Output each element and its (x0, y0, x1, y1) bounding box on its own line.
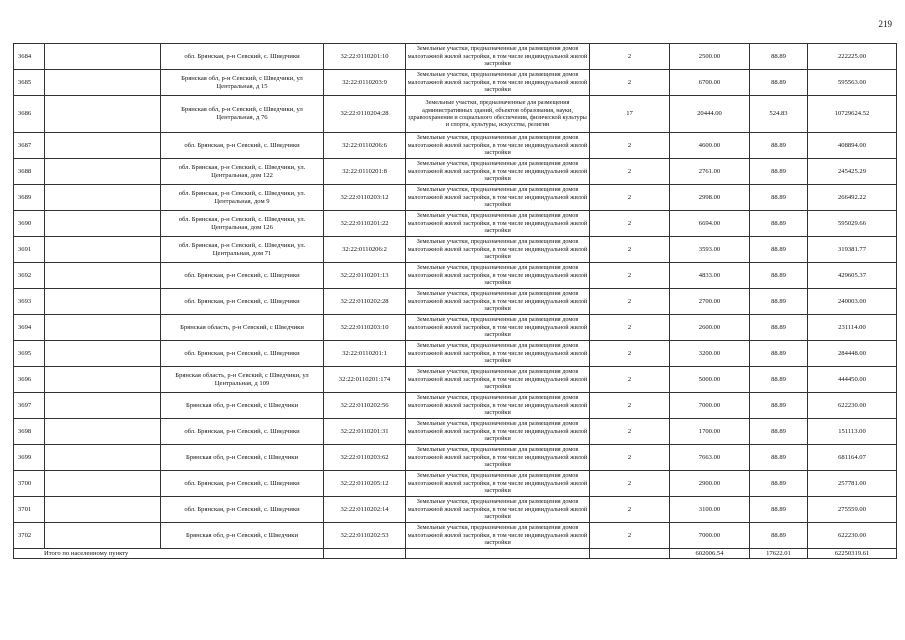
empty-cell (45, 471, 161, 497)
area-cell: 4600.00 (670, 133, 750, 159)
cadastral-number-cell: 32:22:0110202:28 (324, 289, 406, 315)
area-cell: 6694.00 (670, 211, 750, 237)
row-number: 3691 (14, 237, 45, 263)
rate-cell: 88.89 (750, 211, 808, 237)
row-number: 3701 (14, 497, 45, 523)
address-cell: обл. Брянская, р-н Севский, с. Шведчики (161, 289, 324, 315)
address-cell: обл. Брянская, р-н Севский, с. Шведчики, ул. Центральная, дом 126 (161, 211, 324, 237)
address-cell: Брянская область, р-н Севский, с Шведчики, ул Центральная, д 109 (161, 367, 324, 393)
address-cell: обл. Брянская, р-н Севский, с. Шведчики (161, 263, 324, 289)
purpose-cell: Земельные участки, предназначенные для размещения домов малоэтажной жилой застройки, в том числе индивидуальной жилой застройки (406, 315, 590, 341)
rate-cell: 88.89 (750, 393, 808, 419)
rate-cell: 88.89 (750, 237, 808, 263)
area-cell: 7000.00 (670, 393, 750, 419)
area-cell: 2900.00 (670, 471, 750, 497)
purpose-cell: Земельные участки, предназначенные для размещения домов малоэтажной жилой застройки, в том числе индивидуальной жилой застройки (406, 497, 590, 523)
address-cell: обл. Брянская, р-н Севский, с. Шведчики, ул. Центральная, дом 9 (161, 185, 324, 211)
row-number: 3688 (14, 159, 45, 185)
group-count-cell: 2 (590, 44, 670, 70)
group-count-cell: 2 (590, 237, 670, 263)
empty-cell (45, 159, 161, 185)
total-rate: 17622.01 (750, 549, 808, 559)
cadastral-number-cell: 32:22:0110204:28 (324, 96, 406, 133)
purpose-cell: Земельные участки, предназначенные для размещения домов малоэтажной жилой застройки, в том числе индивидуальной жилой застройки (406, 445, 590, 471)
area-cell: 2761.00 (670, 159, 750, 185)
address-cell: обл. Брянская, р-н Севский, с. Шведчики (161, 133, 324, 159)
cadastral-number-cell: 32:22:0110202:53 (324, 523, 406, 549)
rate-cell: 88.89 (750, 289, 808, 315)
row-number: 3694 (14, 315, 45, 341)
land-register-table (13, 43, 897, 559)
group-count-cell: 2 (590, 471, 670, 497)
row-number: 3696 (14, 367, 45, 393)
cadastral-value-cell: 319381.77 (808, 237, 897, 263)
group-count-cell: 17 (590, 96, 670, 133)
purpose-cell: Земельные участки, предназначенные для размещения домов малоэтажной жилой застройки, в том числе индивидуальной жилой застройки (406, 185, 590, 211)
cadastral-number-cell: 32:22:0110201:22 (324, 211, 406, 237)
cadastral-number-cell: 32:22:0110201:13 (324, 263, 406, 289)
empty-cell (406, 549, 590, 559)
purpose-cell: Земельные участки, предназначенные для размещения домов малоэтажной жилой застройки, в том числе индивидуальной жилой застройки (406, 471, 590, 497)
group-count-cell: 2 (590, 445, 670, 471)
purpose-cell: Земельные участки, предназначенные для размещения домов малоэтажной жилой застройки, в том числе индивидуальной жилой застройки (406, 289, 590, 315)
group-count-cell: 2 (590, 419, 670, 445)
row-number: 3686 (14, 96, 45, 133)
group-count-cell: 2 (590, 159, 670, 185)
row-number: 3687 (14, 133, 45, 159)
address-cell: Брянская область, р-н Севский, с Шведчики (161, 315, 324, 341)
rate-cell: 88.89 (750, 471, 808, 497)
group-count-cell: 2 (590, 497, 670, 523)
group-count-cell: 2 (590, 289, 670, 315)
cadastral-number-cell: 32:22:0110201:10 (324, 44, 406, 70)
cadastral-value-cell: 10729624.52 (808, 96, 897, 133)
purpose-cell: Земельные участки, предназначенные для размещения домов малоэтажной жилой застройки, в том числе индивидуальной жилой застройки (406, 70, 590, 96)
empty-cell (45, 315, 161, 341)
address-cell: Брянская обл, р-н Севский, с Шведчики (161, 523, 324, 549)
cadastral-number-cell: 32:22:0110201:31 (324, 419, 406, 445)
row-number: 3692 (14, 263, 45, 289)
cadastral-value-cell: 231114.00 (808, 315, 897, 341)
rate-cell: 88.89 (750, 367, 808, 393)
cadastral-value-cell: 681164.07 (808, 445, 897, 471)
empty-cell (45, 211, 161, 237)
group-count-cell: 2 (590, 263, 670, 289)
cadastral-number-cell: 32:22:0110201:8 (324, 159, 406, 185)
purpose-cell: Земельные участки, предназначенные для размещения административных зданий, объектов образования, науки, здравоохранения и социального обеспечения, физической культуры и спорта, культуры, искусства, религии (406, 96, 590, 133)
address-cell: обл. Брянская, р-н Севский, с. Шведчики (161, 44, 324, 70)
cadastral-number-cell: 32:22:0110206:6 (324, 133, 406, 159)
table-row (14, 289, 897, 315)
cadastral-number-cell: 32:22:0110202:14 (324, 497, 406, 523)
rate-cell: 524.83 (750, 96, 808, 133)
empty-cell (45, 133, 161, 159)
rate-cell: 88.89 (750, 185, 808, 211)
cadastral-value-cell: 622230.00 (808, 393, 897, 419)
total-label: Итого по населенному пункту (14, 549, 324, 559)
area-cell: 7000.00 (670, 523, 750, 549)
total-value: 62250319.61 (808, 549, 897, 559)
area-cell: 6700.00 (670, 70, 750, 96)
row-number: 3699 (14, 445, 45, 471)
rate-cell: 88.89 (750, 70, 808, 96)
area-cell: 3593.00 (670, 237, 750, 263)
cadastral-number-cell: 32:22:0110203:10 (324, 315, 406, 341)
area-cell: 2700.00 (670, 289, 750, 315)
address-cell: обл. Брянская, р-н Севский, с. Шведчики, ул. Центральная, дом 122 (161, 159, 324, 185)
group-count-cell: 2 (590, 523, 670, 549)
table-row (14, 263, 897, 289)
area-cell: 5000.00 (670, 367, 750, 393)
group-count-cell: 2 (590, 70, 670, 96)
address-cell: обл. Брянская, р-н Севский, с. Шведчики, ул. Центральная, дом 71 (161, 237, 324, 263)
empty-cell (45, 185, 161, 211)
row-number: 3684 (14, 44, 45, 70)
rate-cell: 88.89 (750, 419, 808, 445)
purpose-cell: Земельные участки, предназначенные для размещения домов малоэтажной жилой застройки, в том числе индивидуальной жилой застройки (406, 341, 590, 367)
address-cell: обл. Брянская, р-н Севский, с. Шведчики (161, 471, 324, 497)
empty-cell (45, 341, 161, 367)
table-row (14, 471, 897, 497)
row-number: 3689 (14, 185, 45, 211)
rate-cell: 88.89 (750, 159, 808, 185)
table-row (14, 159, 897, 185)
table-row (14, 44, 897, 70)
cadastral-value-cell: 429605.37 (808, 263, 897, 289)
purpose-cell: Земельные участки, предназначенные для размещения домов малоэтажной жилой застройки, в том числе индивидуальной жилой застройки (406, 159, 590, 185)
group-count-cell: 2 (590, 211, 670, 237)
rate-cell: 88.89 (750, 263, 808, 289)
address-cell: Брянская обл, р-н Севский, с Шведчики, ул Центральная, д 15 (161, 70, 324, 96)
empty-cell (45, 237, 161, 263)
cadastral-value-cell: 257781.00 (808, 471, 897, 497)
area-cell: 2998.00 (670, 185, 750, 211)
rate-cell: 88.89 (750, 523, 808, 549)
cadastral-value-cell: 275559.00 (808, 497, 897, 523)
empty-cell (45, 70, 161, 96)
table-row (14, 133, 897, 159)
rate-cell: 88.89 (750, 497, 808, 523)
row-number: 3702 (14, 523, 45, 549)
rate-cell: 88.89 (750, 315, 808, 341)
empty-cell (45, 393, 161, 419)
cadastral-value-cell: 222225.00 (808, 44, 897, 70)
address-cell: Брянская обл, р-н Севский, с Шведчики (161, 445, 324, 471)
cadastral-value-cell: 595563.00 (808, 70, 897, 96)
group-count-cell: 2 (590, 133, 670, 159)
purpose-cell: Земельные участки, предназначенные для размещения домов малоэтажной жилой застройки, в том числе индивидуальной жилой застройки (406, 263, 590, 289)
table-row (14, 523, 897, 549)
table-row (14, 315, 897, 341)
row-number: 3693 (14, 289, 45, 315)
empty-cell (45, 445, 161, 471)
row-number: 3685 (14, 70, 45, 96)
group-count-cell: 2 (590, 393, 670, 419)
group-count-cell: 2 (590, 185, 670, 211)
table-row (14, 367, 897, 393)
row-number: 3697 (14, 393, 45, 419)
cadastral-number-cell: 32:22:0110202:56 (324, 393, 406, 419)
cadastral-value-cell: 595029.66 (808, 211, 897, 237)
empty-cell (45, 96, 161, 133)
address-cell: обл. Брянская, р-н Севский, с. Шведчики (161, 419, 324, 445)
cadastral-number-cell: 32:22:0110201:1 (324, 341, 406, 367)
cadastral-value-cell: 245425.29 (808, 159, 897, 185)
table-row (14, 96, 897, 133)
cadastral-value-cell: 266492.22 (808, 185, 897, 211)
cadastral-number-cell: 32:22:0110203:9 (324, 70, 406, 96)
purpose-cell: Земельные участки, предназначенные для размещения домов малоэтажной жилой застройки, в том числе индивидуальной жилой застройки (406, 44, 590, 70)
row-number: 3700 (14, 471, 45, 497)
empty-cell (45, 523, 161, 549)
purpose-cell: Земельные участки, предназначенные для размещения домов малоэтажной жилой застройки, в том числе индивидуальной жилой застройки (406, 211, 590, 237)
purpose-cell: Земельные участки, предназначенные для размещения домов малоэтажной жилой застройки, в том числе индивидуальной жилой застройки (406, 133, 590, 159)
area-cell: 4833.00 (670, 263, 750, 289)
cadastral-number-cell: 32:22:0110206:2 (324, 237, 406, 263)
cadastral-number-cell: 32:22:0110203:12 (324, 185, 406, 211)
cadastral-value-cell: 240003.00 (808, 289, 897, 315)
cadastral-value-cell: 622230.00 (808, 523, 897, 549)
row-number: 3690 (14, 211, 45, 237)
area-cell: 3200.00 (670, 341, 750, 367)
empty-cell (45, 44, 161, 70)
cadastral-number-cell: 32:22:0110205:12 (324, 471, 406, 497)
table-row (14, 70, 897, 96)
total-row (14, 549, 897, 559)
empty-cell (45, 289, 161, 315)
table-row (14, 445, 897, 471)
group-count-cell: 2 (590, 341, 670, 367)
table-row (14, 211, 897, 237)
address-cell: Брянская обл, р-н Севский, с Шведчики (161, 393, 324, 419)
empty-cell (45, 419, 161, 445)
address-cell: обл. Брянская, р-н Севский, с. Шведчики (161, 341, 324, 367)
area-cell: 2600.00 (670, 315, 750, 341)
cadastral-number-cell: 32:22:0110203:62 (324, 445, 406, 471)
page-number: 219 (878, 19, 892, 29)
table-row (14, 497, 897, 523)
empty-cell (45, 263, 161, 289)
area-cell: 7663.00 (670, 445, 750, 471)
area-cell: 20444.00 (670, 96, 750, 133)
purpose-cell: Земельные участки, предназначенные для размещения домов малоэтажной жилой застройки, в том числе индивидуальной жилой застройки (406, 237, 590, 263)
table-row (14, 341, 897, 367)
group-count-cell: 2 (590, 367, 670, 393)
address-cell: Брянская обл, р-н Севский, с Шведчики, ул Центральная, д 76 (161, 96, 324, 133)
cadastral-value-cell: 408894.00 (808, 133, 897, 159)
rate-cell: 88.89 (750, 133, 808, 159)
empty-cell (590, 549, 670, 559)
cadastral-value-cell: 151113.00 (808, 419, 897, 445)
row-number: 3695 (14, 341, 45, 367)
rate-cell: 88.89 (750, 341, 808, 367)
cadastral-value-cell: 284448.00 (808, 341, 897, 367)
rate-cell: 88.89 (750, 44, 808, 70)
area-cell: 2500.00 (670, 44, 750, 70)
cadastral-number-cell: 32:22:0110201:174 (324, 367, 406, 393)
purpose-cell: Земельные участки, предназначенные для размещения домов малоэтажной жилой застройки, в том числе индивидуальной жилой застройки (406, 367, 590, 393)
area-cell: 1700.00 (670, 419, 750, 445)
purpose-cell: Земельные участки, предназначенные для размещения домов малоэтажной жилой застройки, в том числе индивидуальной жилой застройки (406, 523, 590, 549)
area-cell: 3100.00 (670, 497, 750, 523)
cadastral-value-cell: 444450.00 (808, 367, 897, 393)
total-area: 602006.54 (670, 549, 750, 559)
rate-cell: 88.89 (750, 445, 808, 471)
row-number: 3698 (14, 419, 45, 445)
table-row (14, 393, 897, 419)
empty-cell (45, 367, 161, 393)
table-row (14, 185, 897, 211)
address-cell: обл. Брянская, р-н Севский, с. Шведчики (161, 497, 324, 523)
empty-cell (45, 497, 161, 523)
table-row (14, 419, 897, 445)
group-count-cell: 2 (590, 315, 670, 341)
empty-cell (324, 549, 406, 559)
purpose-cell: Земельные участки, предназначенные для размещения домов малоэтажной жилой застройки, в том числе индивидуальной жилой застройки (406, 393, 590, 419)
table-row (14, 237, 897, 263)
purpose-cell: Земельные участки, предназначенные для размещения домов малоэтажной жилой застройки, в том числе индивидуальной жилой застройки (406, 419, 590, 445)
